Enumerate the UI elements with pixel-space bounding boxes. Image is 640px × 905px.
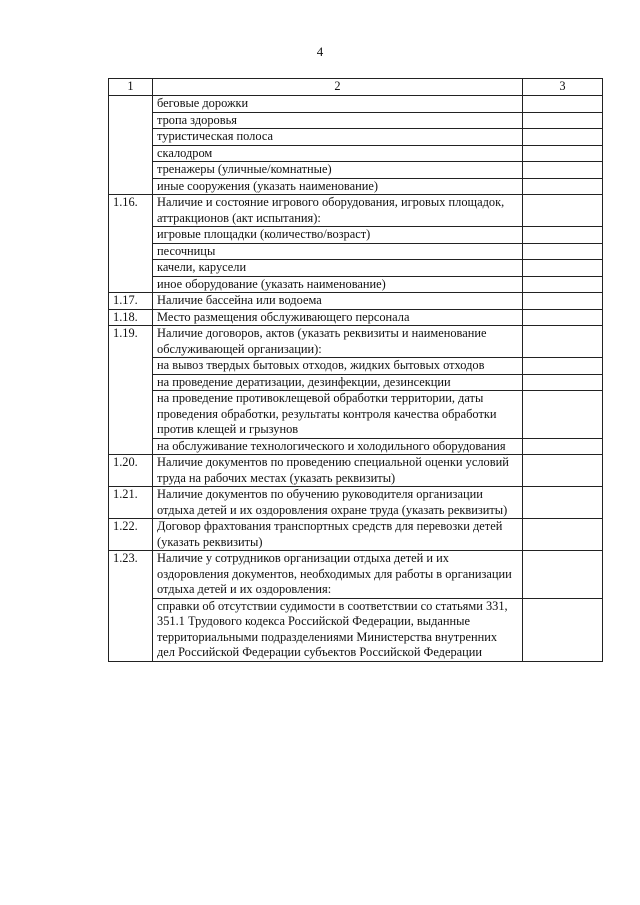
value-cell[interactable] [523, 293, 603, 310]
item-number: 1.20. [109, 455, 153, 487]
table-row [109, 129, 603, 146]
item-text: качели, карусели [153, 260, 523, 277]
table-row [109, 293, 603, 310]
value-cell[interactable] [523, 455, 603, 487]
table-row [109, 391, 603, 439]
item-text: тренажеры (уличные/комнатные) [153, 162, 523, 179]
item-text: справки об отсутствии судимости в соответствии со статьями 331, 351.1 Трудового кодекса Российской Федерации, выданные территориальными подразделениями Министерства внутренних дел Российской Федерации субъектов Российской Федерации [153, 598, 523, 661]
value-cell[interactable] [523, 358, 603, 375]
value-cell[interactable] [523, 391, 603, 439]
table-row [109, 309, 603, 326]
item-text: Наличие документов по проведению специальной оценки условий труда на рабочих местах (указать реквизиты) [153, 455, 523, 487]
table-row [109, 162, 603, 179]
table-row [109, 227, 603, 244]
table-row [109, 243, 603, 260]
value-cell[interactable] [523, 195, 603, 227]
table-row [109, 276, 603, 293]
value-cell[interactable] [523, 96, 603, 113]
item-number: 1.17. [109, 293, 153, 310]
item-text: на обслуживание технологического и холодильного оборудования [153, 438, 523, 455]
item-number: 1.19. [109, 326, 153, 455]
item-text: скалодром [153, 145, 523, 162]
item-text: на вывоз твердых бытовых отходов, жидких бытовых отходов [153, 358, 523, 375]
value-cell[interactable] [523, 487, 603, 519]
header-col-3: 3 [523, 79, 603, 96]
item-text: беговые дорожки [153, 96, 523, 113]
table-row [109, 374, 603, 391]
table-row [109, 112, 603, 129]
item-number: 1.18. [109, 309, 153, 326]
value-cell[interactable] [523, 162, 603, 179]
header-col-2: 2 [153, 79, 523, 96]
item-text: на проведение дератизации, дезинфекции, дезинсекции [153, 374, 523, 391]
table-row [109, 551, 603, 599]
table-row [109, 260, 603, 277]
value-cell[interactable] [523, 374, 603, 391]
table-row [109, 326, 603, 358]
value-cell[interactable] [523, 129, 603, 146]
table-row [109, 438, 603, 455]
table-row [109, 145, 603, 162]
table-row [109, 487, 603, 519]
item-text: иное оборудование (указать наименование) [153, 276, 523, 293]
table-row [109, 455, 603, 487]
item-number: 1.21. [109, 487, 153, 519]
item-text: Наличие договоров, актов (указать реквизиты и наименование обслуживающей организации): [153, 326, 523, 358]
item-number [109, 96, 153, 195]
page-number: 4 [316, 44, 324, 59]
item-number: 1.16. [109, 195, 153, 293]
header-col-1: 1 [109, 79, 153, 96]
table-row [109, 519, 603, 551]
value-cell[interactable] [523, 276, 603, 293]
value-cell[interactable] [523, 438, 603, 455]
table-row [109, 598, 603, 661]
table-row [109, 178, 603, 195]
value-cell[interactable] [523, 145, 603, 162]
value-cell[interactable] [523, 309, 603, 326]
item-text: Место размещения обслуживающего персонала [153, 309, 523, 326]
table-row [109, 358, 603, 375]
item-text: игровые площадки (количество/возраст) [153, 227, 523, 244]
value-cell[interactable] [523, 243, 603, 260]
value-cell[interactable] [523, 112, 603, 129]
item-text: Наличие у сотрудников организации отдыха детей и их оздоровления документов, необходимых для работы в организации отдыха детей и их оздоровления: [153, 551, 523, 599]
item-text: на проведение противоклещевой обработки территории, даты проведения обработки, результаты контроля качества обработки против клещей и грызунов [153, 391, 523, 439]
item-text: Договор фрахтования транспортных средств для перевозки детей (указать реквизиты) [153, 519, 523, 551]
header-row [109, 79, 603, 96]
value-cell[interactable] [523, 326, 603, 358]
value-cell[interactable] [523, 227, 603, 244]
item-text: Наличие бассейна или водоема [153, 293, 523, 310]
item-text: тропа здоровья [153, 112, 523, 129]
item-text: Наличие и состояние игрового оборудования, игровых площадок, аттракционов (акт испытания): [153, 195, 523, 227]
form-table [108, 78, 603, 662]
item-text: иные сооружения (указать наименование) [153, 178, 523, 195]
value-cell[interactable] [523, 178, 603, 195]
value-cell[interactable] [523, 260, 603, 277]
table-row [109, 96, 603, 113]
item-number: 1.22. [109, 519, 153, 551]
item-number: 1.23. [109, 551, 153, 662]
item-text: песочницы [153, 243, 523, 260]
value-cell[interactable] [523, 519, 603, 551]
value-cell[interactable] [523, 551, 603, 599]
item-text: туристическая полоса [153, 129, 523, 146]
item-text: Наличие документов по обучению руководителя организации отдыха детей и их оздоровления охране труда (указать реквизиты) [153, 487, 523, 519]
table-row [109, 195, 603, 227]
value-cell[interactable] [523, 598, 603, 661]
